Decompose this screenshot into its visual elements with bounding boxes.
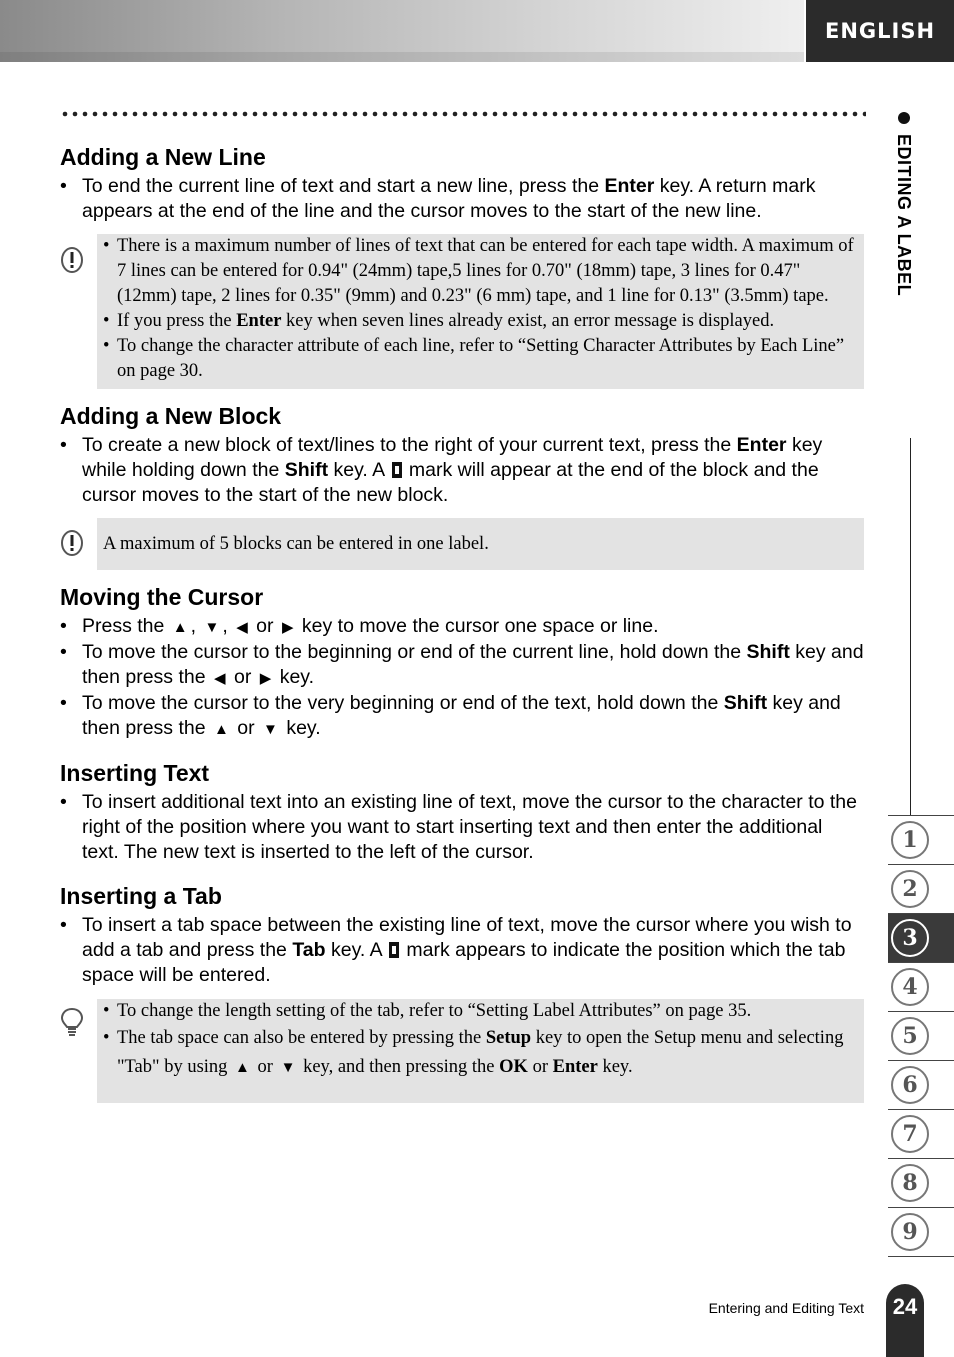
section-heading: Adding a New Block	[60, 403, 282, 429]
caution-note	[97, 518, 864, 570]
down-arrow-icon: ▼	[263, 721, 278, 738]
chapter-number: 9	[891, 1213, 929, 1251]
note-item: • The tab space can also be entered by pressing the Setup key to open the Setup menu and selecting "Tab" by using ▲ or ▼ key, and then pressing the OK or Enter key.	[97, 1024, 860, 1083]
language-tab: ENGLISH	[806, 0, 954, 62]
left-arrow-icon: ◀	[236, 619, 248, 636]
list-item: • To create a new block of text/lines to the right of your current text, press the Enter key while holding down the Shift key. A mark will appear at the end of the block and the cursor moves to the start of the new block.	[60, 433, 864, 508]
bullet-icon	[898, 112, 910, 124]
footer-section-name: Entering and Editing Text	[708, 1300, 864, 1316]
left-arrow-icon: ◀	[214, 670, 226, 687]
chapter-number: 5	[891, 1017, 929, 1055]
hint-note	[97, 999, 864, 1103]
right-arrow-icon: ▶	[281, 619, 294, 636]
list-item: • To insert a tab space between the existing line of text, move the cursor where you wish to add a tab and press the Tab key. A mark appears to indicate the position which the tab space will be entered.	[60, 913, 864, 988]
list-item: • Press the ▲ , ▼ , ◀ or ▶ key to move the cursor one space or line.	[60, 614, 864, 640]
chapter-tab-7[interactable]	[888, 1109, 954, 1158]
caution-icon	[60, 246, 84, 276]
note-text: A maximum of 5 blocks can be entered in one label.	[103, 533, 489, 554]
chapter-number: 3	[891, 919, 929, 957]
chapter-number: 2	[891, 870, 929, 908]
side-rule	[910, 438, 911, 816]
right-arrow-icon: ▶	[259, 670, 272, 687]
note-item: • To change the length setting of the tab, refer to “Setting Label Attributes” on page 35.	[97, 999, 860, 1024]
lightbulb-icon	[60, 1007, 84, 1037]
section-heading: Inserting a Tab	[60, 883, 222, 909]
up-arrow-icon: ▲	[172, 619, 188, 636]
chapter-tab-5[interactable]	[888, 1011, 954, 1060]
block-mark-icon	[392, 462, 402, 478]
chapter-tab-9[interactable]	[888, 1207, 954, 1257]
chapter-number: 1	[891, 821, 929, 859]
caution-icon	[60, 529, 84, 559]
up-arrow-icon: ▲	[235, 1060, 250, 1076]
dotted-divider	[60, 110, 866, 118]
section-side-label	[893, 108, 917, 338]
note-item: • There is a maximum number of lines of text that can be entered for each tape width. A maximum of 7 lines can be entered for 0.94" (24mm) tape,5 lines for 0.70" (18mm) tape, 3 lines for 0.47" (12mm) tape, 2 lines for 0.35" (9mm) and 0.23" (6 mm) tape, and 1 line for 0.13" (3.5mm) tape.	[97, 234, 860, 309]
chapter-tab-4[interactable]	[888, 962, 954, 1011]
down-arrow-icon: ▼	[280, 1060, 296, 1076]
chapter-tab-2[interactable]	[888, 864, 954, 913]
section-heading: Moving the Cursor	[60, 584, 264, 610]
page-number: 24	[886, 1284, 924, 1357]
main-content	[60, 140, 864, 1103]
note-item: • To change the character attribute of each line, refer to “Setting Character Attributes by Each Line” on page 30.	[97, 334, 860, 384]
list-item: • To insert additional text into an existing line of text, move the cursor to the character to the right of the position where you want to start inserting text and then enter the additional text. The new text is inserted to the left of the cursor.	[60, 790, 864, 865]
chapter-number: 7	[891, 1115, 929, 1153]
chapter-tab-1[interactable]	[888, 815, 954, 864]
section-heading: Inserting Text	[60, 760, 210, 786]
caution-note	[97, 234, 864, 389]
section-heading: Adding a New Line	[60, 144, 266, 170]
chapter-number: 8	[891, 1164, 929, 1202]
tab-mark-icon	[389, 942, 399, 958]
up-arrow-icon: ▲	[214, 721, 229, 738]
list-item: • To move the cursor to the beginning or end of the current line, hold down the Shift key and then press the ◀ or ▶ key.	[60, 640, 864, 691]
list-item: • To end the current line of text and start a new line, press the Enter key. A return mark appears at the end of the line and the cursor moves to the start of the new line.	[60, 174, 864, 224]
section-title-vertical: EDITING A LABEL	[894, 134, 914, 297]
chapter-tab-8[interactable]	[888, 1158, 954, 1207]
chapter-tab-6[interactable]	[888, 1060, 954, 1109]
list-item: • To move the cursor to the very beginning or end of the text, hold down the Shift key and then press the ▲ or ▼ key.	[60, 691, 864, 742]
chapter-index	[888, 815, 954, 1257]
note-item: • If you press the Enter key when seven lines already exist, an error message is displayed.	[97, 309, 860, 334]
down-arrow-icon: ▼	[204, 619, 220, 636]
header-banner	[0, 0, 804, 62]
chapter-number: 6	[891, 1066, 929, 1104]
chapter-number: 4	[891, 968, 929, 1006]
chapter-tab-3[interactable]	[888, 913, 954, 962]
